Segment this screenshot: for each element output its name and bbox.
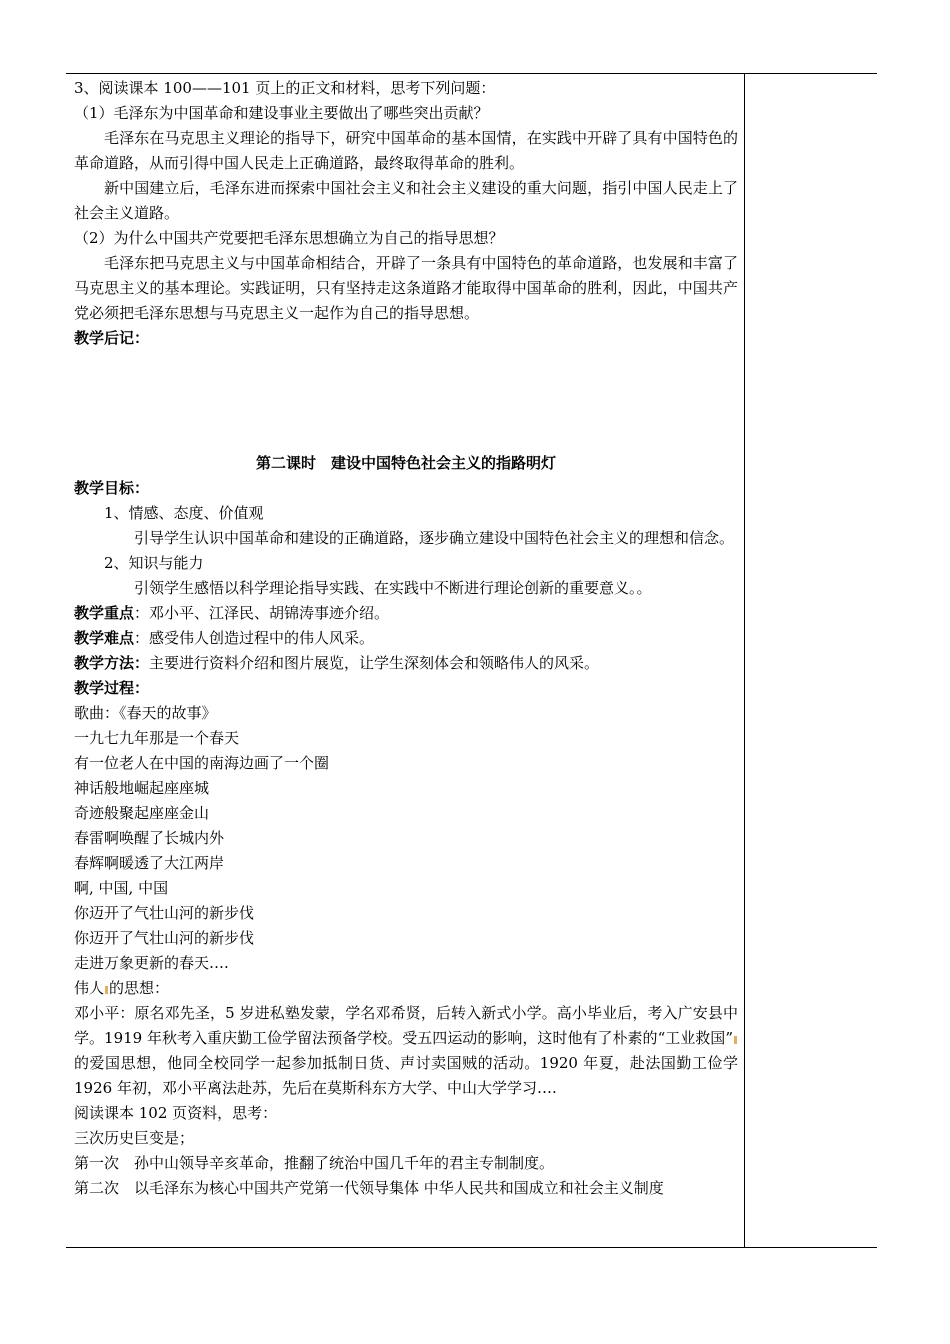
key-point-line	[74, 601, 738, 626]
deng-biography	[74, 1001, 738, 1101]
anchor-mark	[105, 986, 108, 994]
key-point-label: 教学重点	[74, 604, 135, 622]
question-2: （2）为什么中国共产党要把毛泽东思想确立为自己的指导思想？	[74, 229, 504, 247]
lyric-line: 春辉啊暖透了大江两岸	[74, 854, 225, 872]
key-point-text: ：邓小平、江泽民、胡锦涛事迹介绍。	[134, 604, 390, 622]
lyric-line: 奇迹般聚起座座金山	[74, 804, 210, 822]
difficulty-label: 教学难点	[74, 629, 135, 647]
anchor-mark	[734, 1036, 737, 1044]
lyric-line: 神话般地崛起座座城	[74, 779, 210, 797]
lyric-line: 一九七九年那是一个春天	[74, 729, 240, 747]
goals-label: 教学目标：	[74, 479, 150, 497]
difficulty-line	[74, 626, 738, 651]
second-change: 第二次 以毛泽东为核心中国共产党第一代领导集体 中华人民共和国成立和社会主义制度	[74, 1179, 664, 1197]
question-3: 3、阅读课本 100——101 页上的正文和材料，思考下列问题：	[74, 79, 496, 97]
method-line	[74, 651, 738, 676]
deng-bio-part-a: 邓小平：原名邓先圣，5 岁进私塾发蒙，学名邓希贤，后转入新式小学。高小毕业后，考入广安县中学。1919 年秋考入重庆勤工俭学留法预备学校。受五四运动的影响，这时他有了朴素的“工业救国”	[74, 1004, 738, 1047]
read-instruction: 阅读课本 102 页资料，思考：	[74, 1104, 278, 1122]
goal-1-text: 引导学生认识中国革命和建设的正确道路，逐步确立建设中国特色社会主义的理想和信念。	[134, 529, 735, 547]
lyric-line: 你迈开了气壮山河的新步伐	[74, 929, 255, 947]
goal-2-title: 2、知识与能力	[104, 554, 204, 572]
method-text: 主要进行资料介绍和图片展览，让学生深刻体会和领略伟人的风采。	[149, 654, 600, 672]
lesson-table	[66, 73, 877, 1248]
answer-1-paragraph-1: 毛泽东在马克思主义理论的指导下，研究中国革命的基本国情，在实践中开辟了具有中国特色的革命道路，从而引得中国人民走上正确道路，最终取得革命的胜利。	[74, 129, 738, 172]
lesson-content	[74, 76, 738, 1201]
great-thought-heading	[74, 976, 738, 1001]
answer-1-paragraph-2: 新中国建立后，毛泽东进而探索中国社会主义和社会主义建设的重大问题，指引中国人民走上了社会主义道路。	[74, 179, 738, 222]
goal-2-text: 引领学生感悟以科学理论指导实践、在实践中不断进行理论创新的重要意义。。	[134, 579, 652, 597]
goal-1-title: 1、情感、态度、价值观	[104, 504, 264, 522]
song-title: 歌曲：《春天的故事》	[74, 704, 217, 722]
lyric-line: 有一位老人在中国的南海边画了一个圈	[74, 754, 330, 772]
lyric-line: 啊, 中国, 中国	[74, 879, 169, 897]
lyric-line: 春雷啊唤醒了长城内外	[74, 829, 225, 847]
deng-bio-part-b: 的爱国思想，他同全校同学一起参加抵制日货、声讨卖国贼的活动。1920 年夏，赴法国勤工俭学 1926 年初，邓小平离法赴苏，先后在莫斯科东方大学、中山大学学习….	[74, 1054, 738, 1097]
blank-space	[74, 351, 738, 451]
section-title: 第二课时 建设中国特色社会主义的指路明灯	[255, 454, 556, 472]
first-change: 第一次 孙中山领导辛亥革命，推翻了统治中国几千年的君主专制制度。	[74, 1154, 555, 1172]
lyric-line: 走进万象更新的春天….	[74, 954, 229, 972]
answer-2-paragraph: 毛泽东把马克思主义与中国革命相结合，开辟了一条具有中国特色的革命道路，也发展和丰富了马克思主义的基本理论。实践证明，只有坚持走这条道路才能取得中国革命的胜利，因此，中国共产党必须把毛泽东思想与马克思主义一起作为自己的指导思想。	[74, 254, 738, 322]
postscript-label: 教学后记：	[74, 329, 150, 347]
great-thought-b: 的思想：	[109, 979, 170, 997]
three-changes: 三次历史巨变是；	[74, 1129, 195, 1147]
method-label: 教学方法：	[74, 654, 150, 672]
lyric-line: 你迈开了气壮山河的新步伐	[74, 904, 255, 922]
great-thought-a: 伟人	[74, 979, 105, 997]
column-divider	[744, 74, 745, 1247]
process-label: 教学过程：	[74, 679, 150, 697]
question-1: （1）毛泽东为中国革命和建设事业主要做出了哪些突出贡献？	[74, 104, 489, 122]
difficulty-text: ：感受伟人创造过程中的伟人风采。	[134, 629, 375, 647]
